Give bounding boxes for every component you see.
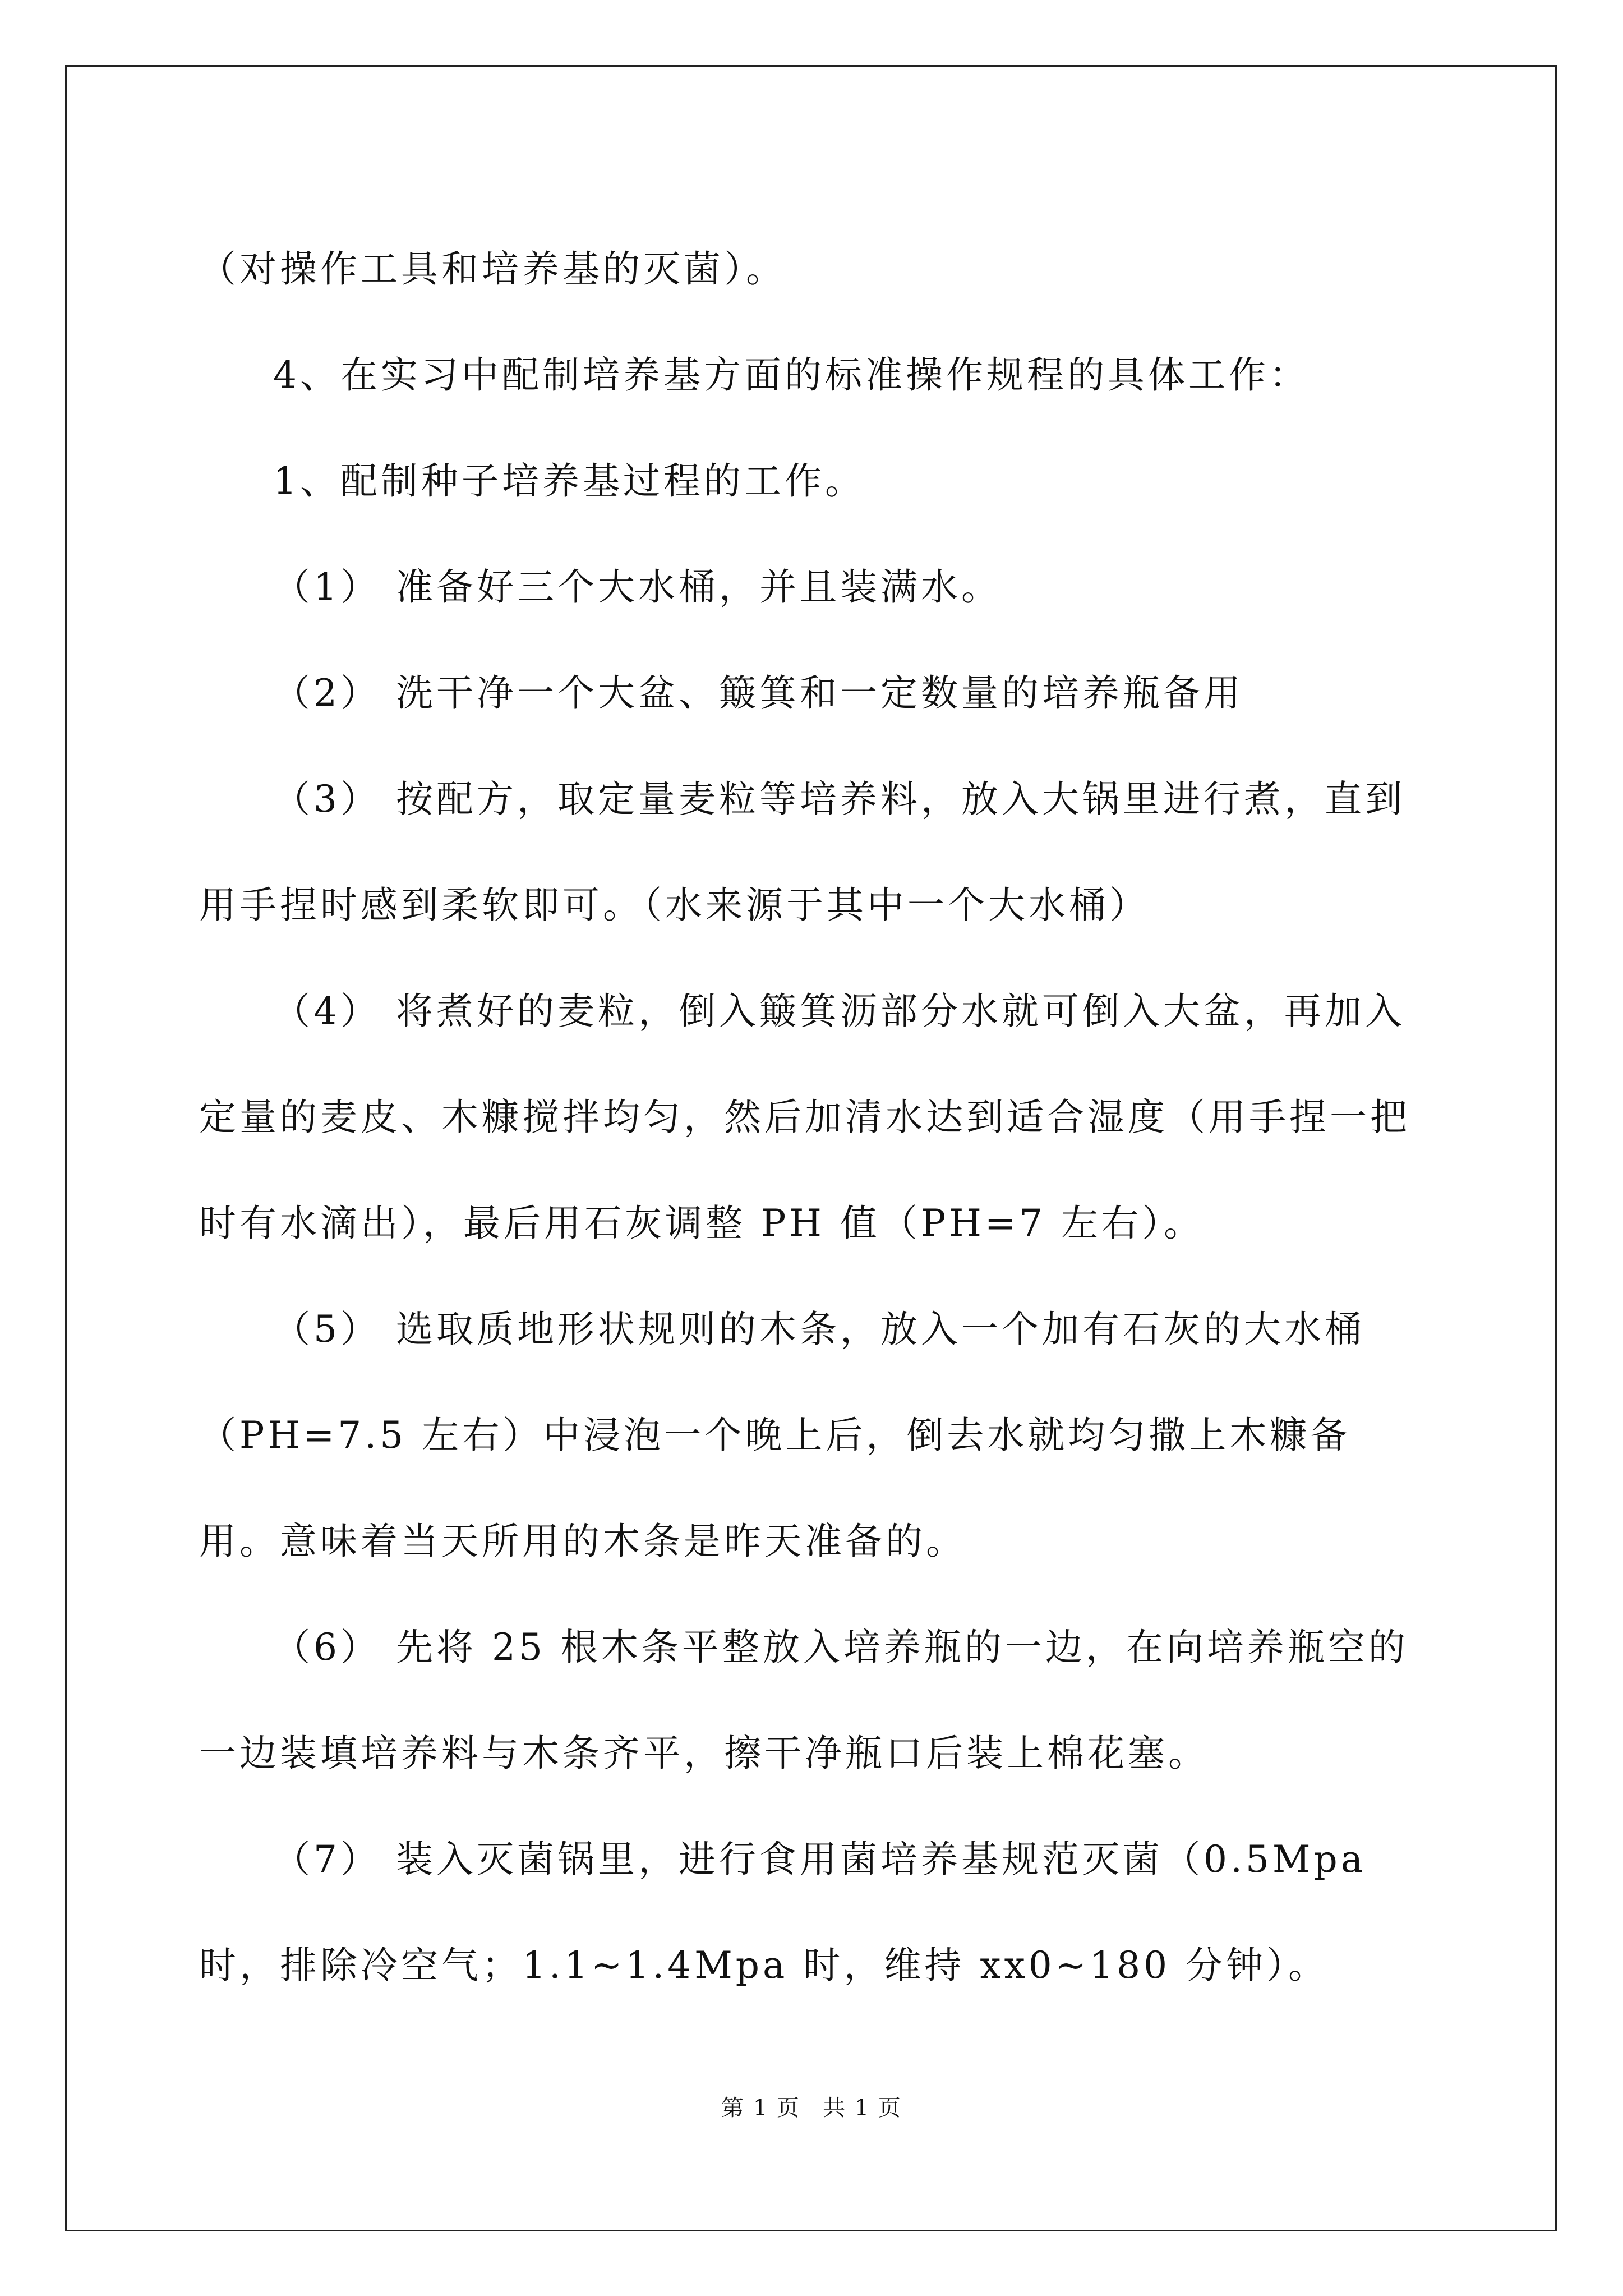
paragraph-item-2: （2） 洗干净一个大盆、簸箕和一定数量的培养瓶备用: [273, 671, 1244, 715]
paragraph-item-7: （7） 装入灭菌锅里，进行食用菌培养基规范灭菌（0.5Mpa 时，排除冷空气；1.1~1.4Mpa 时，维持 xx0~180 分钟）。: [199, 1838, 1367, 1987]
page-footer: [0, 2091, 1623, 2125]
paragraph-item-4: （4） 将煮好的麦粒，倒入簸箕沥部分水就可倒入大盆，再加入定量的麦皮、木糠搅拌均匀，然后加清水达到适合湿度（用手捏一把时有水滴出），最后用石灰调整 PH 值（PH=7 左右）。: [199, 990, 1410, 1245]
page-total: 共 1 页: [823, 2095, 902, 2121]
paragraph-3: 1、配制种子培养基过程的工作。: [273, 459, 865, 503]
page-number: 第 1 页: [721, 2095, 800, 2121]
paragraph-item-5: （5） 选取质地形状规则的木条，放入一个加有石灰的大水桶（PH=7.5 左右）中浸泡一个晚上后，倒去水就均匀撒上木糠备用。意味着当天所用的木条是昨天准备的。: [199, 1308, 1365, 1563]
paragraph-item-3: （3） 按配方，取定量麦粒等培养料，放入大锅里进行煮，直到用手捏时感到柔软即可。（水来源于其中一个大水桶）: [199, 777, 1405, 927]
paragraph-2: 4、在实习中配制培养基方面的标准操作规程的具体工作：: [273, 353, 1310, 397]
paragraph-1: （对操作工具和培养基的灭菌）。: [199, 247, 786, 291]
paragraph-item-1: （1） 准备好三个大水桶，并且装满水。: [273, 565, 1002, 609]
paragraph-item-6: （6） 先将 25 根木条平整放入培养瓶的一边，在向培养瓶空的一边装填培养料与木条齐平，擦干净瓶口后装上棉花塞。: [199, 1626, 1409, 1775]
document-body: [199, 216, 1424, 2018]
